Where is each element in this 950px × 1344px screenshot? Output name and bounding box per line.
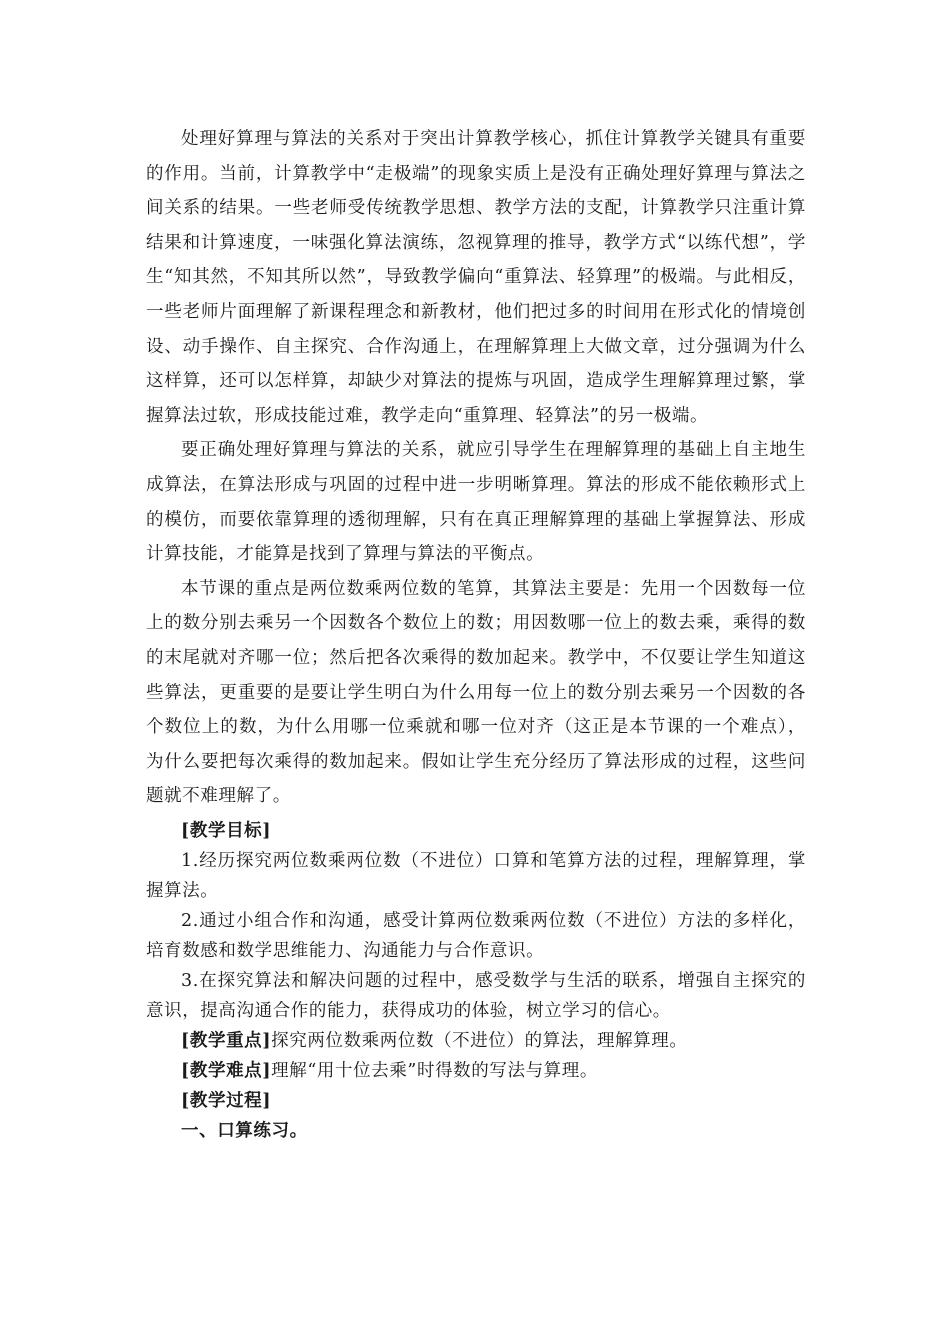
teaching-goal-item: 3.在探究算法和解决问题的过程中，感受数学与生活的联系，增强自主探究的意识，提高沟通合作的能力，获得成功的体验，树立学习的信心。 bbox=[146, 970, 806, 1021]
teaching-difficulty bbox=[146, 1056, 806, 1086]
process-step-1-heading: 一、口算练习。 bbox=[181, 1120, 308, 1141]
intro-paragraph-1: 处理好算理与算法的关系对于突出计算教学核心，抓住计算教学关键具有重要的作用。当前，计算教学中“走极端”的现象实质上是没有正确处理好算理与算法之间关系的结果。一些老师受传统教学思想、教学方法的支配，计算教学只注重计算结果和计算速度，一味强化算法演练，忽视算理的推导，教学方式“以练代想”，学生“知其然，不知其所以然”，导致教学偏向“重算法、轻算理”的极端。与此相反，一些老师片面理解了新课程理念和新教材，他们把过多的时间用在形式化的情境创设、动手操作、自主探究、合作沟通上，在理解算理上大做文章，过分强调为什么这样算，还可以怎样算，却缺少对算法的提炼与巩固，造成学生理解算理过繁，掌握算法过软，形成技能过难，教学走向“重算理、轻算法”的另一极端。 bbox=[146, 129, 806, 426]
intro-paragraph-3: 本节课的重点是两位数乘两位数的笔算，其算法主要是：先用一个因数每一位上的数分别去乘另一个因数各个数位上的数；用因数哪一位上的数去乘，乘得的数的末尾就对齐哪一位；然后把各次乘得的数加起来。教学中，不仅要让学生知道这些算法，更重要的是要让学生明白为什么用每一位上的数分别去乘另一个因数的各个数位上的数，为什么用哪一位乘就和哪一位对齐（这正是本节课的一个难点），为什么要把每次乘得的数加起来。假如让学生充分经历了算法形成的过程，这些问题就不难理解了。 bbox=[146, 578, 806, 807]
key-point-text: 探究两位数乘两位数（不进位）的算法，理解算理。 bbox=[271, 1030, 688, 1051]
teaching-goal-item: 2.通过小组合作和沟通，感受计算两位数乘两位数（不进位）方法的多样化，培育数感和数学思维能力、沟通能力与合作意识。 bbox=[146, 910, 806, 961]
intro-paragraph-2: 要正确处理好算理与算法的关系，就应引导学生在理解算理的基础上自主地生成算法，在算法形成与巩固的过程中进一步明晰算理。算法的形成不能依赖形式上的模仿，而要依靠算理的透彻理解，只有在真正理解算理的基础上掌握算法、形成计算技能，才能算是找到了算理与算法的平衡点。 bbox=[146, 440, 806, 565]
teaching-goals-section bbox=[146, 816, 806, 1026]
difficulty-label: [教学难点] bbox=[181, 1060, 272, 1081]
key-point-label: [教学重点] bbox=[181, 1030, 272, 1051]
teaching-goal-item: 1.经历探究两位数乘两位数（不进位）口算和笔算方法的过程，理解算理，掌握算法。 bbox=[146, 850, 806, 901]
document-page bbox=[146, 122, 806, 1146]
teaching-key-point bbox=[146, 1026, 806, 1056]
teaching-process-title: [教学过程] bbox=[181, 1090, 272, 1111]
teaching-goals-title: [教学目标] bbox=[181, 820, 272, 841]
difficulty-text: 理解“用十位去乘”时得数的写法与算理。 bbox=[271, 1060, 598, 1081]
